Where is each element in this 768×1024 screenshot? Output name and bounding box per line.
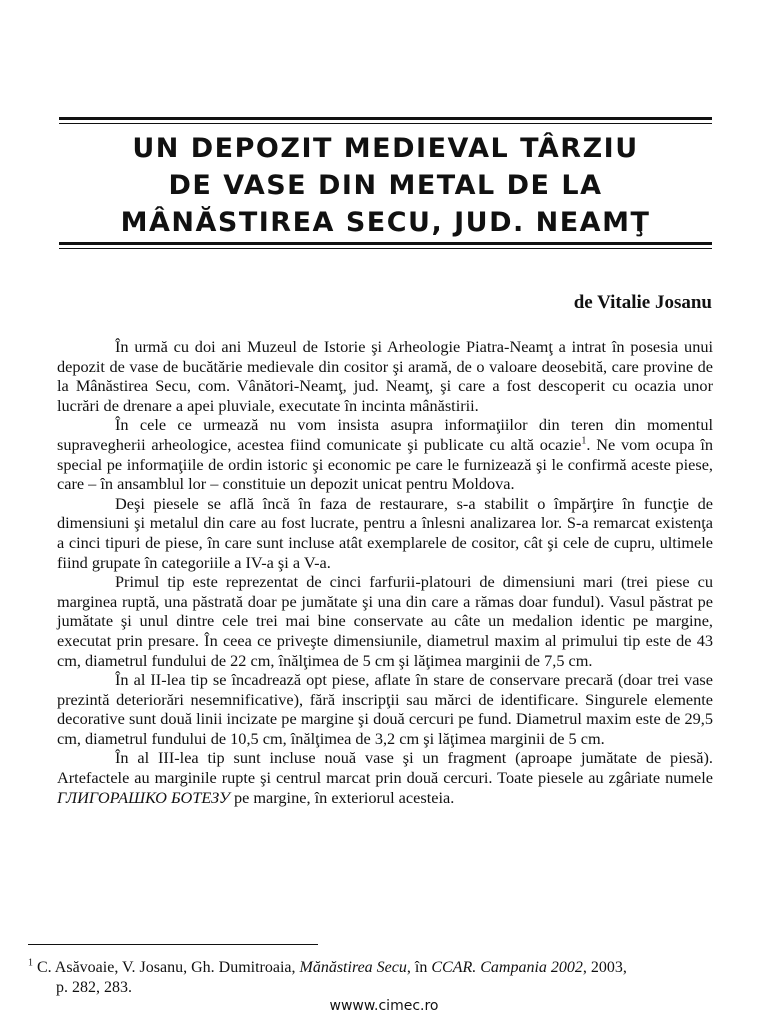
footnote-divider [28,944,318,945]
footnote-1 [28,958,728,998]
paragraph-5: În al II-lea tip se încadrează opt piese, aflate în stare de conservare precară (doar trei vase prezintă deteriorări nesemnificative), fără inscripţii sau mărci de identificare. Singurele elemente decorative sunt două linii incizate pe margine şi două cercuri pe fund. Diametrul maxim este de 29,5 cm, diametrul fundului de 10,5 cm, înălţimea de 3,2 cm şi lăţimea marginii de 5 cm. [57,670,713,748]
article-title [59,130,712,241]
title-line-2: DE VASE DIN METAL DE LA [168,170,603,201]
paragraph-6-text-a: În al III-lea tip sunt incluse nouă vase şi un fragment (aproape jumătate de piesă). Artefactele au marginile rupte şi centrul marcat prin două cercuri. Toate piesele au zgâriate numele [57,748,713,788]
paragraph-2-text-b: . Ne vom ocupa în special pe informaţiile de ordin istoric şi economic pe care le furnizează şi le confirmă aceste piese, care – în ansamblul lor – constituie un depozit unicat pentru Moldova. [57,434,714,494]
paragraph-3: Deşi piesele se află încă în faza de restaurare, s-a stabilit o împărţire în funcţie de dimensiuni şi metalul din care au fost lucrate, pentru a înlesni analizarea lor. S-a remarcat existenţa a cinci tipuri de piese, în care sunt incluse atât exemplarele de cositor, cât şi cele de cupru, ultimele fiind grupate în categoriile a IV-a şi a V-a. [57,493,713,572]
footnote-italic-journal: CCAR. Campania 2002 [431,959,583,976]
footnote-mark: 1 [28,957,33,969]
paragraph-4: Primul tip este reprezentat de cinci farfurii-platouri de dimensiuni mari (trei piese cu marginea ruptă, una păstrată doar pe jumătate şi una din care a rămas doar fundul). Vasul păstrat pe jumătate şi unul dintre cele trei mai bine conservate au câte un medalion identic pe margine, executat prin presare. În ceea ce priveşte dimensiunile, diametrul maxim al primului tip este de 43 cm, diametrul fundului de 22 cm, înălţimea de 5 cm şi lăţimea marginii de 7,5 cm. [57,572,713,670]
paragraph-1: În urmă cu doi ani Muzeul de Istorie şi Arheologie Piatra-Neamţ a intrat în posesia unui depozit de vase de bucătărie medievale din cositor şi aramă, de o valoare deosebită, care provine de la Mânăstirea Secu, com. Vânători-Neamţ, jud. Neamţ, şi care a fost descoperit cu ocazia unor lucrări de drenare a apei pluviale, executate în incinta mânăstirii. [57,337,713,415]
paragraph-2 [57,415,713,493]
title-line-3: MÂNĂSTIREA SECU, JUD. NEAMŢ [120,207,651,238]
paragraph-2-text-a: În cele ce urmează nu vom insista asupra informaţiilor din teren din momentul supravegherii arheologice, acestea fiind comunicate şi publicate cu altă ocazie [57,415,713,454]
title-rule-top-thick [59,117,712,120]
footnote-text-c: , 2003, [582,959,627,976]
author-byline: de Vitalie Josanu [573,292,712,313]
footnote-pages: p. 282, 283. [56,979,132,996]
footer-url[interactable]: wwww.cimec.ro [329,998,439,1014]
paragraph-6-cyrillic-name: ГЛИГОРАШКО БОТЕЗУ [57,787,230,807]
footnote-text-a: C. Asăvoaie, V. Josanu, Gh. Dumitroaia, [33,959,300,976]
article-body [57,337,713,807]
title-line-1: UN DEPOZIT MEDIEVAL TÂRZIU [132,133,639,164]
paragraph-6-text-b: pe margine, în exteriorul acesteia. [229,787,455,807]
title-rule-bottom-thin [59,248,712,249]
title-rule-bottom-thick [59,242,712,245]
paragraph-6 [57,748,713,807]
footnote-text-b: , în [406,959,432,976]
footnote-ref-1[interactable]: 1 [581,435,587,447]
title-rule-top-thin [59,123,712,124]
footnote-italic-title: Mănăstirea Secu [299,959,407,976]
